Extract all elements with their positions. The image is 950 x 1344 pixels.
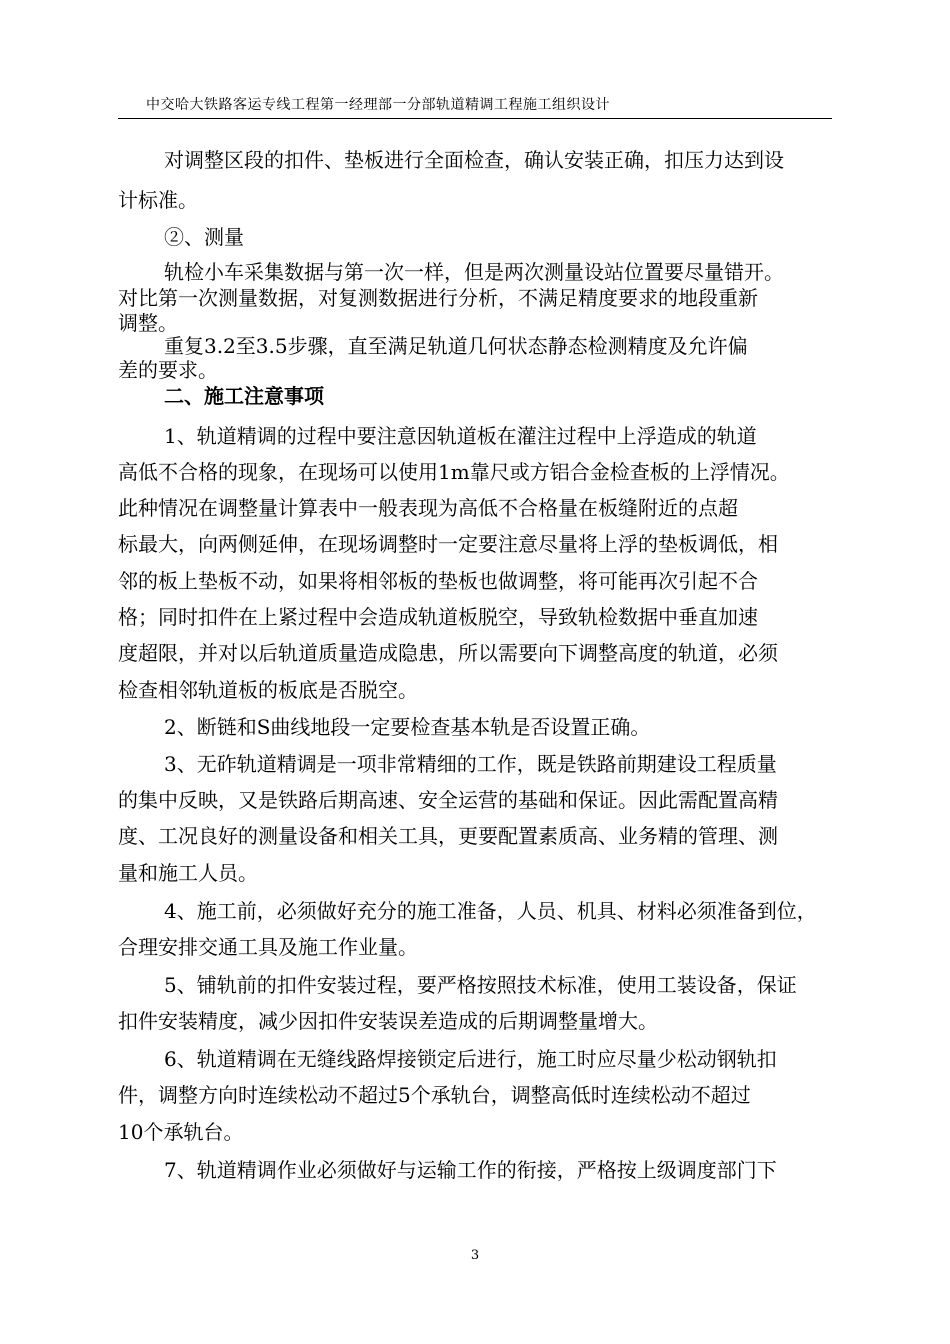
text-line: 高低不合格的现象，在现场可以使用1m靠尺或方铝合金检查板的上浮情况。: [118, 460, 790, 484]
text-line: 1、轨道精调的过程中要注意因轨道板在灌注过程中上浮造成的轨道: [164, 424, 757, 448]
text-line: 度、工况良好的测量设备和相关工具，更要配置素质高、业务精的管理、测: [118, 824, 778, 848]
text-line: 差的要求。: [118, 358, 218, 382]
page-number: 3: [470, 1248, 480, 1263]
text-line: 标最大，向两侧延伸，在现场调整时一定要注意尽量将上浮的垫板调低，相: [118, 532, 778, 556]
text-line: 邻的板上垫板不动，如果将相邻板的垫板也做调整，将可能再次引起不合: [118, 569, 758, 593]
text-line: 对调整区段的扣件、垫板进行全面检查，确认安装正确，扣压力达到设: [164, 148, 784, 172]
text-line: 此种情况在调整量计算表中一般表现为高低不合格量在板缝附近的点超: [118, 496, 738, 520]
text-line: 格；同时扣件在上紧过程中会造成轨道板脱空，导致轨检数据中垂直加速: [118, 605, 758, 629]
text-line: 度超限，并对以后轨道质量造成隐患，所以需要向下调整高度的轨道，必须: [118, 641, 778, 665]
section-heading: 二、施工注意事项: [164, 384, 324, 408]
text-line: 扣件安装精度，减少因扣件安装误差造成的后期调整量增大。: [118, 1009, 658, 1033]
text-line: 计标准。: [118, 188, 198, 212]
text-line: 件，调整方向时连续松动不超过5个承轨台，调整高低时连续松动不超过: [118, 1083, 751, 1107]
text-line: 10个承轨台。: [118, 1120, 244, 1144]
text-line: 调整。: [118, 311, 178, 335]
text-line: 5、铺轨前的扣件安装过程，要严格按照技术标准，使用工装设备，保证: [164, 973, 797, 997]
subheading: ②、测量: [164, 225, 244, 249]
text-line: 轨检小车采集数据与第一次一样，但是两次测量设站位置要尽量错开。: [164, 260, 784, 284]
text-line: 的集中反映，又是铁路后期高速、安全运营的基础和保证。因此需配置高精: [118, 788, 778, 812]
text-line: 合理安排交通工具及施工作业量。: [118, 935, 418, 959]
text-line: 检查相邻轨道板的板底是否脱空。: [118, 678, 418, 702]
text-line: 对比第一次测量数据，对复测数据进行分析，不满足精度要求的地段重新: [118, 286, 758, 310]
text-line: 量和施工人员。: [118, 861, 258, 885]
page-header: [118, 92, 832, 119]
text-line: 6、轨道精调在无缝线路焊接锁定后进行，施工时应尽量少松动钢轨扣: [164, 1047, 777, 1071]
header-title: 中交哈大铁路客运专线工程第一经理部一分部轨道精调工程施工组织设计: [146, 97, 610, 113]
text-line: 3、无砟轨道精调是一项非常精细的工作，既是铁路前期建设工程质量: [164, 752, 777, 776]
text-line: 4、施工前，必须做好充分的施工准备，人员、机具、材料必须准备到位，: [164, 899, 817, 923]
text-line: 7、轨道精调作业必须做好与运输工作的衔接，严格按上级调度部门下: [164, 1158, 777, 1182]
text-line: 2、断链和S曲线地段一定要检查基本轨是否设置正确。: [164, 715, 651, 739]
text-line: 重复3.2至3.5步骤，直至满足轨道几何状态静态检测精度及允许偏: [164, 334, 748, 358]
